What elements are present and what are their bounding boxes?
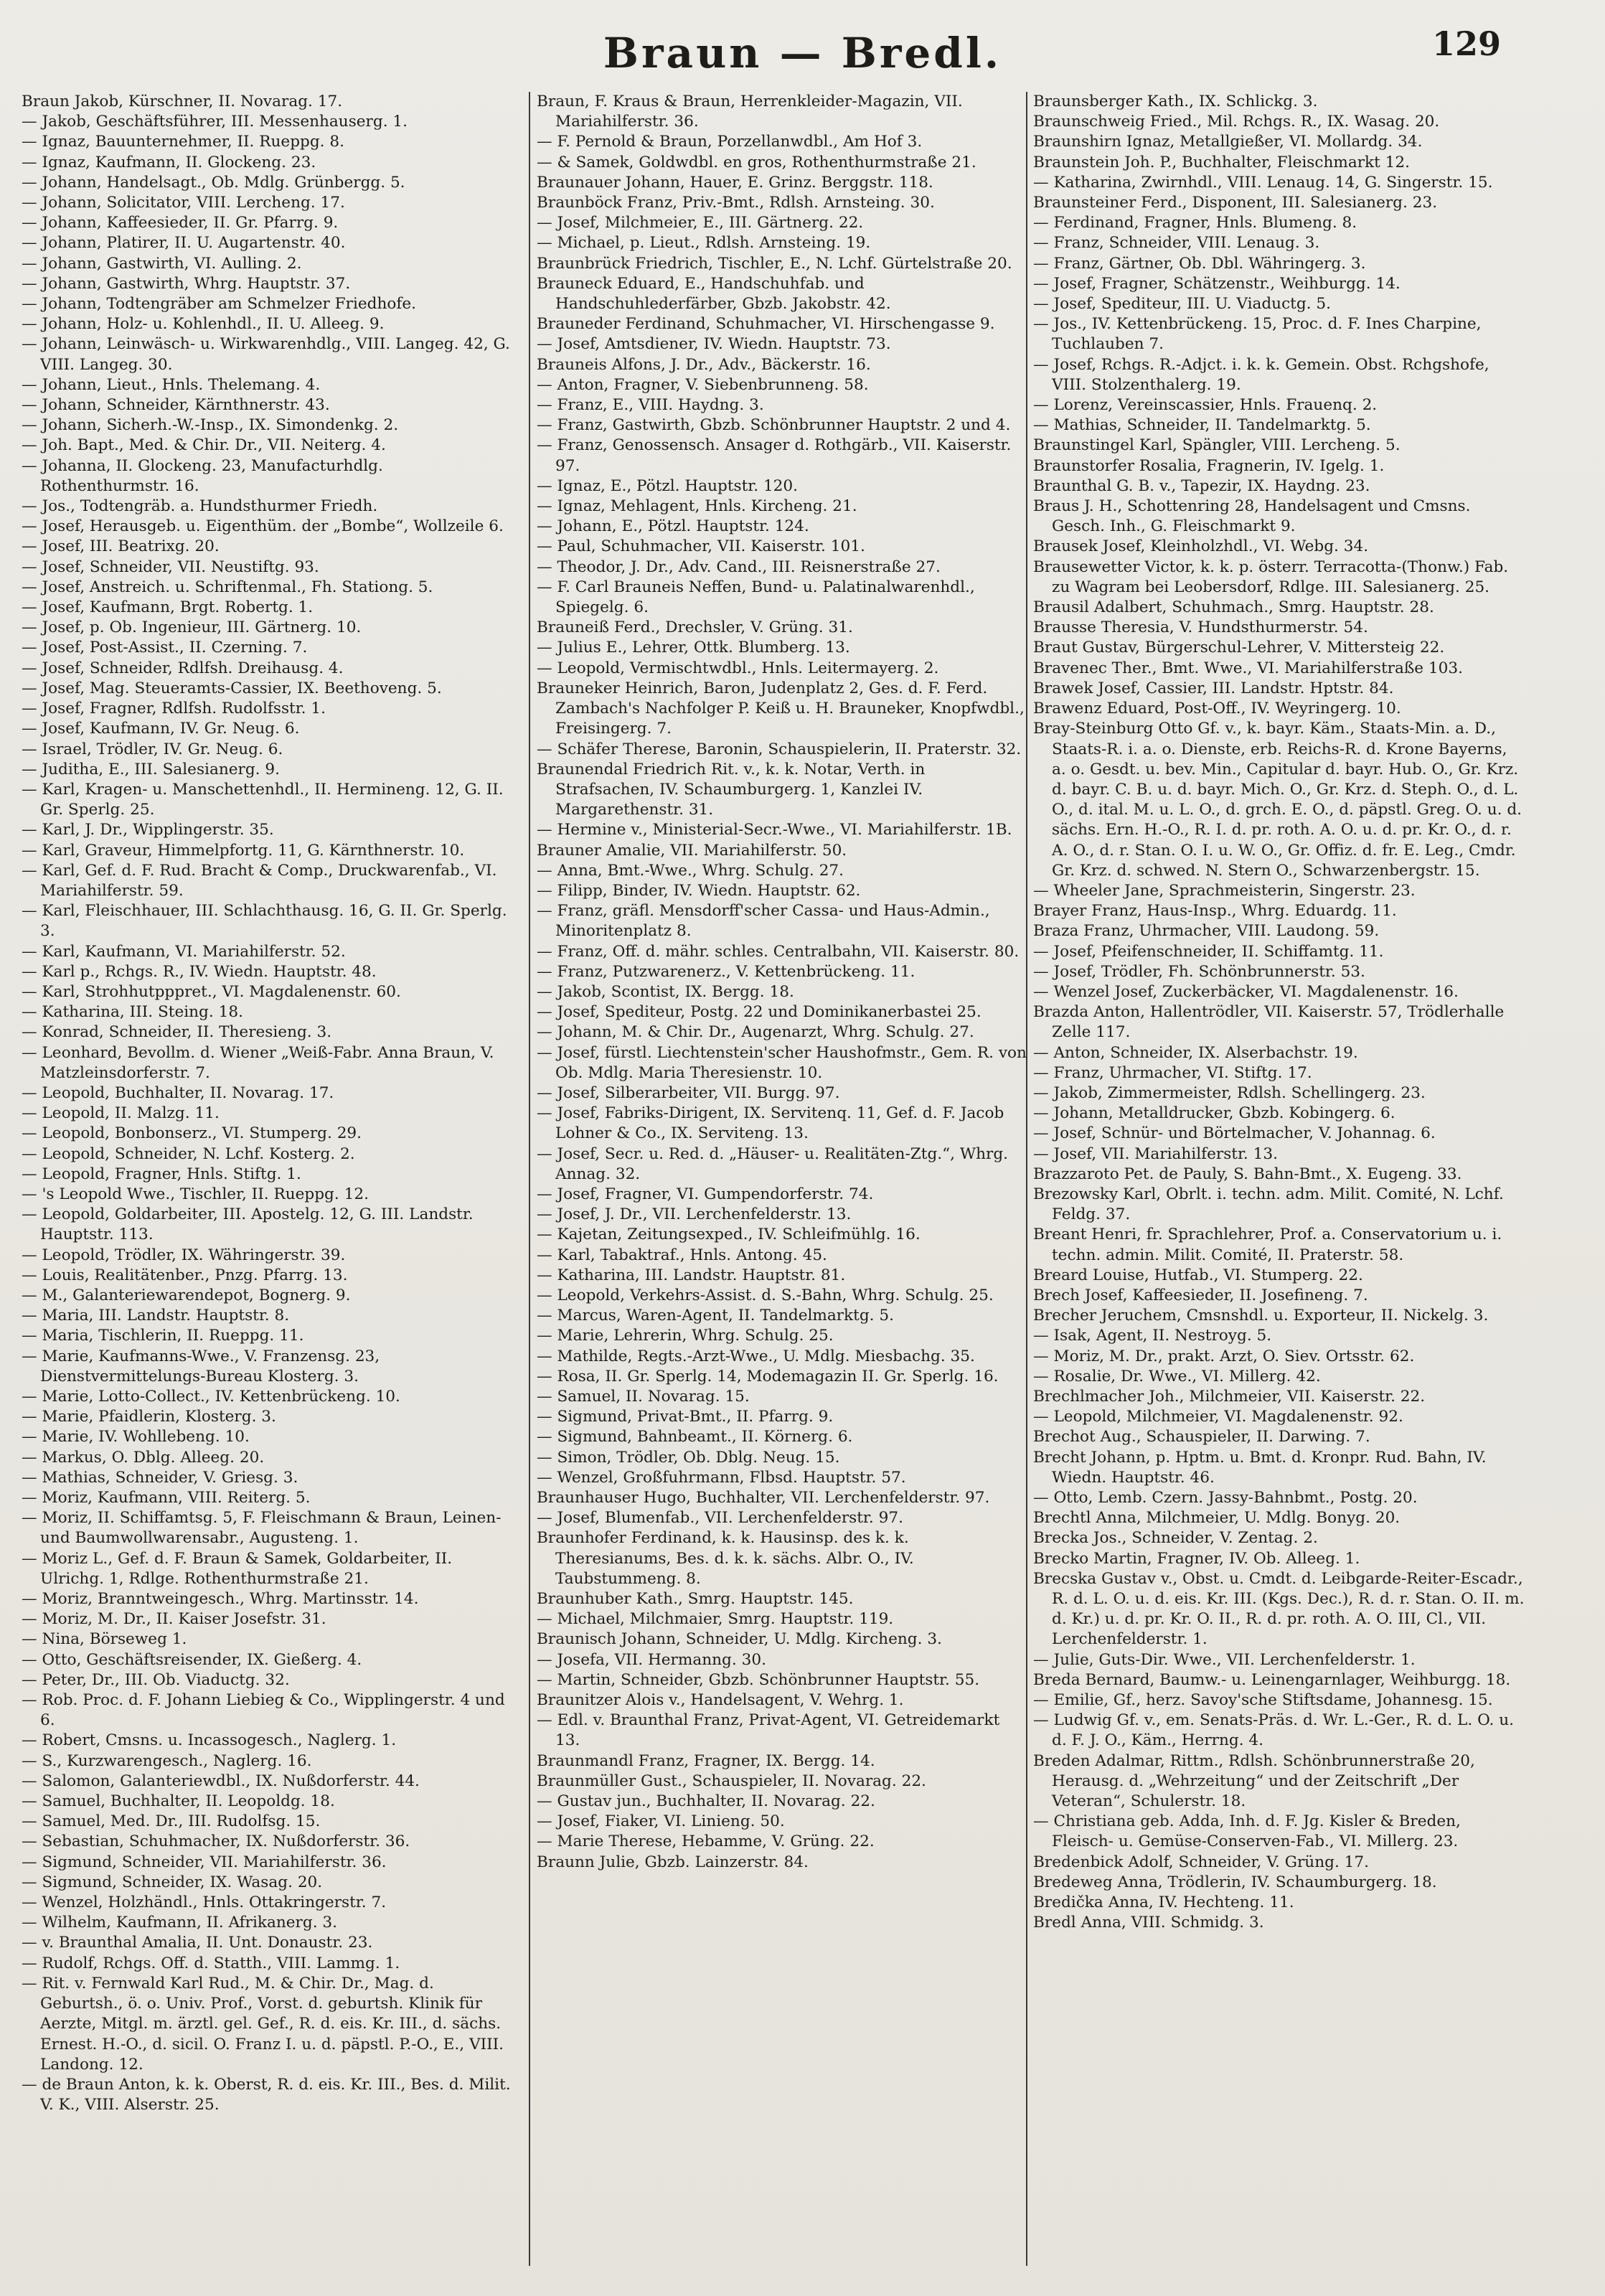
directory-entry: — Johann, Platirer, II. U. Augartenstr. 40. xyxy=(22,234,346,253)
directory-entry: — Franz, Off. d. mähr. schles. Centralbahn, VII. Kaiserstr. 80. xyxy=(537,942,1020,961)
directory-entry: — Jakob, Zimmermeister, Rdlsh. Schellingerg. 23. xyxy=(1033,1083,1426,1102)
directory-column-1 xyxy=(22,92,513,2280)
directory-entry: Brechtl Anna, Milchmeier, U. Mdlg. Bonyg. 20. xyxy=(1033,1509,1401,1528)
directory-entry: — Rit. v. Fernwald Karl Rud., M. & Chir. Dr., Mag. d. Geburtsh., ö. o. Univ. Prof., Vorst. d. geburtsh. Klinik für Aerzte, Mitgl. m. ärztl. gel. Gef., R. d. eis. Kr. III., d. sächs. Ernest. H.-O., d. sicil. O. Franz I. u. d. päpstl. P.-O., E., VIII. Landong. 12. xyxy=(22,1974,504,2074)
directory-entry: Bredička Anna, IV. Hechteng. 11. xyxy=(1033,1893,1294,1912)
directory-entry: — Katharina, III. Landstr. Hauptstr. 81. xyxy=(537,1266,846,1284)
directory-entry: Braunböck Franz, Priv.-Bmt., Rdlsh. Arnsteing. 30. xyxy=(537,194,935,212)
directory-entry: — Franz, Gärtner, Ob. Dbl. Währingerg. 3. xyxy=(1033,254,1366,273)
directory-entry: Braunstingel Karl, Spängler, VIII. Lercheng. 5. xyxy=(1033,436,1401,455)
directory-entry: — Israel, Trödler, IV. Gr. Neug. 6. xyxy=(22,740,283,758)
directory-entry: — Jos., Todtengräb. a. Hundsthurmer Friedh. xyxy=(22,497,378,516)
directory-entry: — Simon, Trödler, Ob. Dblg. Neug. 15. xyxy=(537,1448,840,1467)
directory-entry: Brauner Amalie, VII. Mariahilferstr. 50. xyxy=(537,841,847,860)
directory-entry: Braunmandl Franz, Fragner, IX. Bergg. 14. xyxy=(537,1751,875,1770)
directory-entry: — Julius E., Lehrer, Ottk. Blumberg. 13. xyxy=(537,639,850,657)
directory-entry: Braunendal Friedrich Rit. v., k. k. Notar, Verth. in Strafsachen, IV. Schaumburgerg. 1, Kanzlei IV. Margarethenstr. 31. xyxy=(537,760,926,819)
directory-column-2 xyxy=(537,92,1028,2280)
directory-entry: Bravenec Ther., Bmt. Wwe., VI. Mariahilferstraße 103. xyxy=(1033,659,1463,677)
directory-entry: — Josef, Rchgs. R.-Adjct. i. k. k. Gemein. Obst. Rchgshofe, VIII. Stolzenthalerg. 19. xyxy=(1033,355,1489,394)
directory-entry: — Josef, Amtsdiener, IV. Wiedn. Hauptstr. 73. xyxy=(537,335,891,354)
directory-entry: — Wenzel, Großfuhrmann, Flbsd. Hauptstr. 57. xyxy=(537,1468,906,1487)
directory-entry: Brech Josef, Kaffeesieder, II. Josefineng. 7. xyxy=(1033,1286,1368,1304)
directory-entry: — Josef, Fragner, VI. Gumpendorferstr. 74. xyxy=(537,1185,874,1203)
directory-entry: Braunisch Johann, Schneider, U. Mdlg. Kircheng. 3. xyxy=(537,1630,942,1649)
directory-entry: — Martin, Schneider, Gbzb. Schönbrunner Hauptstr. 55. xyxy=(537,1670,980,1689)
directory-entry: — Samuel, II. Novarag. 15. xyxy=(537,1388,750,1406)
directory-entry: — Moriz, Kaufmann, VIII. Reiterg. 5. xyxy=(22,1489,311,1507)
directory-entry: — Emilie, Gf., herz. Savoy'sche Stiftsdame, Johannesg. 15. xyxy=(1033,1691,1493,1710)
directory-entry: — Rudolf, Rchgs. Off. d. Statth., VIII. Lammg. 1. xyxy=(22,1954,400,1972)
directory-entry: — Leopold, Schneider, N. Lchf. Kosterg. 2. xyxy=(22,1144,355,1163)
directory-entry: — Johann, Handelsagt., Ob. Mdlg. Grünbergg. 5. xyxy=(22,173,405,192)
directory-entry: Braunthal G. B. v., Tapezir, IX. Haydng. 23. xyxy=(1033,476,1370,495)
directory-entry: — Sebastian, Schuhmacher, IX. Nußdorferstr. 36. xyxy=(22,1832,410,1851)
directory-entry: — Johann, E., Pötzl. Hauptstr. 124. xyxy=(537,517,809,536)
directory-entry: — Marie, Pfaidlerin, Klosterg. 3. xyxy=(22,1408,276,1426)
directory-entry: — Josef, Schneider, VII. Neustiftg. 93. xyxy=(22,557,319,576)
directory-entry: — Marcus, Waren-Agent, II. Tandelmarktg. 5. xyxy=(537,1307,894,1325)
directory-entry: — Marie, Lotto-Collect., IV. Kettenbrückeng. 10. xyxy=(22,1388,400,1406)
directory-entry: Braut Gustav, Bürgerschul-Lehrer, V. Mittersteig 22. xyxy=(1033,639,1445,657)
directory-entry: Brechot Aug., Schauspieler, II. Darwing. 7. xyxy=(1033,1428,1370,1446)
directory-entry: — Johann, Lieut., Hnls. Thelemang. 4. xyxy=(22,375,321,394)
directory-entry: — Josef, Silberarbeiter, VII. Burgg. 97. xyxy=(537,1083,840,1102)
directory-entry: — & Samek, Goldwdbl. en gros, Rothenthurmstraße 21. xyxy=(537,153,976,171)
page-number: 129 xyxy=(1431,24,1501,63)
directory-entry: — Michael, Milchmaier, Smrg. Hauptstr. 119. xyxy=(537,1610,894,1629)
directory-entry: Brauneiß Ferd., Drechsler, V. Grüng. 31. xyxy=(537,618,853,637)
directory-entry: — Sigmund, Privat-Bmt., II. Pfarrg. 9. xyxy=(537,1408,834,1426)
directory-entry: — Josef, Spediteur, III. U. Viaductg. 5. xyxy=(1033,295,1332,314)
directory-entry: — Mathias, Schneider, V. Griesg. 3. xyxy=(22,1468,298,1487)
directory-entry: — Johann, Holz- u. Kohlenhdl., II. U. Alleeg. 9. xyxy=(22,315,385,334)
directory-entry: — Louis, Realitätenber., Pnzg. Pfarrg. 13. xyxy=(22,1266,348,1284)
directory-entry: — Leopold, II. Malzg. 11. xyxy=(22,1104,220,1123)
directory-entry: — Josef, Schnür- und Börtelmacher, V. Johannag. 6. xyxy=(1033,1124,1436,1143)
directory-entry: Brazda Anton, Hallentrödler, VII. Kaiserstr. 57, Trödlerhalle Zelle 117. xyxy=(1033,1003,1505,1042)
directory-entry: — Ferdinand, Fragner, Hnls. Blumeng. 8. xyxy=(1033,214,1357,232)
directory-entry: — Josef, III. Beatrixg. 20. xyxy=(22,537,220,556)
directory-entry: — Johann, Gastwirth, Whrg. Hauptstr. 37. xyxy=(22,274,351,293)
directory-entry: — Marie, Kaufmanns-Wwe., V. Franzensg. 23, Dienstvermittelungs-Bureau Klosterg. 3. xyxy=(22,1347,380,1385)
directory-entry: — Jos., IV. Kettenbrückeng. 15, Proc. d. F. Ines Charpine, Tuchlauben 7. xyxy=(1033,315,1482,354)
directory-entry: — Josef, Fragner, Schätzenstr., Weihburgg. 14. xyxy=(1033,274,1401,293)
directory-entry: — Ignaz, E., Pötzl. Hauptstr. 120. xyxy=(537,476,799,495)
directory-entry: Braunhuber Kath., Smrg. Hauptstr. 145. xyxy=(537,1590,854,1609)
directory-entry: — Josef, p. Ob. Ingenieur, III. Gärtnerg. 10. xyxy=(22,618,362,637)
directory-entry: — Ignaz, Kaufmann, II. Glockeng. 23. xyxy=(22,153,316,171)
directory-entry: Braunsteiner Ferd., Disponent, III. Salesianerg. 23. xyxy=(1033,194,1438,212)
directory-entry: Braunstorfer Rosalia, Fragnerin, IV. Igelg. 1. xyxy=(1033,456,1385,475)
directory-entry: Brawek Josef, Cassier, III. Landstr. Hptstr. 84. xyxy=(1033,679,1394,697)
directory-entry: — Kajetan, Zeitungsexped., IV. Schleifmühlg. 16. xyxy=(537,1225,921,1244)
page-title: Braun — Bredl. xyxy=(603,29,1002,77)
directory-entry: Brauneis Alfons, J. Dr., Adv., Bäckerstr. 16. xyxy=(537,355,871,374)
directory-entry: Braunstein Joh. P., Buchhalter, Fleischmarkt 12. xyxy=(1033,153,1411,171)
directory-entry: — Josef, VII. Mariahilferstr. 13. xyxy=(1033,1144,1278,1163)
directory-entry: — Franz, Uhrmacher, VI. Stiftg. 17. xyxy=(1033,1063,1312,1082)
directory-entry: — Josef, Post-Assist., II. Czerning. 7. xyxy=(22,639,308,657)
directory-entry: Braunsberger Kath., IX. Schlickg. 3. xyxy=(1033,93,1318,110)
directory-entry: — Otto, Lemb. Czern. Jassy-Bahnbmt., Postg. 20. xyxy=(1033,1489,1418,1507)
directory-entry: — Lorenz, Vereinscassier, Hnls. Frauenq. 2. xyxy=(1033,396,1378,415)
directory-entry: — Juditha, E., III. Salesianerg. 9. xyxy=(22,760,280,778)
directory-entry: — Maria, III. Landstr. Hauptstr. 8. xyxy=(22,1307,290,1325)
directory-entry: — Michael, p. Lieut., Rdlsh. Arnsteing. 19. xyxy=(537,234,871,253)
directory-entry: Brawenz Eduard, Post-Off., IV. Weyringerg. 10. xyxy=(1033,700,1401,718)
directory-entry: — 's Leopold Wwe., Tischler, II. Rueppg. 12. xyxy=(22,1185,369,1203)
directory-entry: — Gustav jun., Buchhalter, II. Novarag. 22. xyxy=(537,1792,875,1811)
directory-entry: — Jakob, Geschäftsführer, III. Messenhauserg. 1. xyxy=(22,113,408,131)
directory-entry: — Wenzel, Holzhändl., Hnls. Ottakringerstr. 7. xyxy=(22,1893,387,1912)
directory-entry: — Franz, gräfl. Mensdorff'scher Cassa- und Haus-Admin., Minoritenplatz 8. xyxy=(537,902,990,941)
directory-entry: Brecht Johann, p. Hptm. u. Bmt. d. Kronpr. Rud. Bahn, IV. Wiedn. Hauptstr. 46. xyxy=(1033,1448,1487,1487)
directory-entry: Brausil Adalbert, Schuhmach., Smrg. Hauptstr. 28. xyxy=(1033,598,1434,617)
directory-entry: — Katharina, III. Steing. 18. xyxy=(22,1003,243,1022)
directory-entry: — Leonhard, Bevollm. d. Wiener „Weiß-Fabr. Anna Braun, V. Matzleinsdorferstr. 7. xyxy=(22,1043,494,1082)
directory-entry: — Leopold, Buchhalter, II. Novarag. 17. xyxy=(22,1083,334,1102)
directory-entry: Breard Louise, Hutfab., VI. Stumperg. 22. xyxy=(1033,1266,1363,1284)
directory-entry: — Marie, Lehrerin, Whrg. Schulg. 25. xyxy=(537,1327,834,1345)
directory-entry: — Johann, Schneider, Kärnthnerstr. 43. xyxy=(22,396,330,415)
directory-entry: — Konrad, Schneider, II. Theresieng. 3. xyxy=(22,1023,332,1042)
directory-entry: — Joh. Bapt., Med. & Chir. Dr., VII. Neiterg. 4. xyxy=(22,436,386,455)
directory-entry: — Sigmund, Bahnbeamt., II. Körnerg. 6. xyxy=(537,1428,853,1446)
directory-entry: — F. Pernold & Braun, Porzellanwdbl., Am Hof 3. xyxy=(537,133,923,151)
directory-entry: — Schäfer Therese, Baronin, Schauspielerin, II. Praterstr. 32. xyxy=(537,740,1022,758)
directory-entry: — Leopold, Fragner, Hnls. Stiftg. 1. xyxy=(22,1165,301,1183)
directory-entry: — Theodor, J. Dr., Adv. Cand., III. Reisnerstraße 27. xyxy=(537,557,941,576)
directory-entry: Brezowsky Karl, Obrlt. i. techn. adm. Milit. Comité, N. Lchf. Feldg. 37. xyxy=(1033,1185,1504,1224)
directory-entry: — Johann, Leinwäsch- u. Wirkwarenhdlg., VIII. Langeg. 42, G. VIII. Langeg. 30. xyxy=(22,335,510,374)
directory-entry: — Nina, Börseweg 1. xyxy=(22,1630,187,1649)
directory-entry: Brauneker Heinrich, Baron, Judenplatz 2, Ges. d. F. Ferd. Zambach's Nachfolger P. Keiß u. H. Brauneker, Knopfwdbl., Freisingerg. 7. xyxy=(537,679,1025,738)
directory-entry: — Johann, Kaffeesieder, II. Gr. Pfarrg. 9. xyxy=(22,214,339,232)
directory-entry: — Sigmund, Schneider, VII. Mariahilferstr. 36. xyxy=(22,1853,387,1871)
directory-entry: — Josef, Fragner, Rdlfsh. Rudolfsstr. 1. xyxy=(22,700,326,718)
directory-entry: — Wenzel Josef, Zuckerbäcker, VI. Magdalenenstr. 16. xyxy=(1033,982,1459,1001)
directory-entry: Brechlmacher Joh., Milchmeier, VII. Kaiserstr. 22. xyxy=(1033,1388,1426,1406)
directory-entry: — Leopold, Trödler, IX. Währingerstr. 39. xyxy=(22,1246,346,1264)
directory-entry: — Mathias, Schneider, II. Tandelmarktg. 5. xyxy=(1033,416,1371,435)
directory-entry: — Wilhelm, Kaufmann, II. Afrikanerg. 3. xyxy=(22,1914,338,1932)
directory-entry: Breda Bernard, Baumw.- u. Leinengarnlager, Weihburgg. 18. xyxy=(1033,1670,1511,1689)
directory-entry: Braunitzer Alois v., Handelsagent, V. Wehrg. 1. xyxy=(537,1691,904,1710)
directory-entry: Braunbrück Friedrich, Tischler, E., N. Lchf. Gürtelstraße 20. xyxy=(537,254,1012,273)
directory-entry: — Franz, Gastwirth, Gbzb. Schönbrunner Hauptstr. 2 und 4. xyxy=(537,416,1011,435)
directory-entry: — Josef, Schneider, Rdlfsh. Dreihausg. 4. xyxy=(22,659,344,677)
directory-entry: Braza Franz, Uhrmacher, VIII. Laudong. 59. xyxy=(1033,922,1380,941)
directory-entry: Brausek Josef, Kleinholzhdl., VI. Webg. 34. xyxy=(1033,537,1369,556)
directory-entry: — Franz, Schneider, VIII. Lenaug. 3. xyxy=(1033,234,1320,253)
directory-entry: — Peter, Dr., III. Ob. Viaductg. 32. xyxy=(22,1670,290,1689)
directory-entry: Breden Adalmar, Rittm., Rdlsh. Schönbrunnerstraße 20, Herausg. d. „Wehrzeitung“ und der Zeitschrift „Der Veteran“, Schulerstr. 18. xyxy=(1033,1751,1475,1811)
directory-entry: — Josef, Pfeifenschneider, II. Schiffamtg. 11. xyxy=(1033,942,1384,961)
directory-entry: Braunmüller Gust., Schauspieler, II. Novarag. 22. xyxy=(537,1772,926,1790)
directory-entry: — Johann, Sicherh.-W.-Insp., IX. Simondenkg. 2. xyxy=(22,416,399,435)
directory-entry: — Isak, Agent, II. Nestroyg. 5. xyxy=(1033,1327,1272,1345)
directory-entry: — Anton, Schneider, IX. Alserbachstr. 19. xyxy=(1033,1043,1358,1062)
directory-entry: Bray-Steinburg Otto Gf. v., k. bayr. Käm., Staats-Min. a. D., Staats-R. i. a. o. Dienste, erb. Reichs-R. d. Krone Bayerns, a. o. Gesdt. u. bev. Min., Capitular d. bayr. Hub. O., Gr. Krz. d. bayr. C. B. u. d. bayr. Mich. O., Gr. Krz. d. Steph. O., d. L. O., d. ital. M. u. L. O., d. grch. E. O., d. päpstl. Greg. O. u. d. sächs. Ern. H.-O., R. I. d. pr. roth. A. O. u. d. pr. Kr. O., d. r. A. O., d. r. Stan. O. I. u. W. O., Gr. Offiz. d. fr. E. Leg., Cmdr. Gr. Krz. d. schwed. N. Stern O., Schwarzenbergstr. 15. xyxy=(1033,720,1522,880)
directory-entry: — Josef, fürstl. Liechtenstein'scher Haushofmstr., Gem. R. von Ob. Mdlg. Maria Theresienstr. 10. xyxy=(537,1043,1027,1082)
directory-entry: Braun Jakob, Kürschner, II. Novarag. 17. xyxy=(22,93,343,110)
directory-entry: Braun, F. Kraus & Braun, Herrenkleider-Magazin, VII. Mariahilferstr. 36. xyxy=(537,93,963,131)
directory-entry: — Robert, Cmsns. u. Incassogesch., Naglerg. 1. xyxy=(22,1731,397,1750)
directory-entry: Bredenbick Adolf, Schneider, V. Grüng. 17. xyxy=(1033,1853,1370,1871)
directory-entry: — Josef, Blumenfab., VII. Lerchenfelderstr. 97. xyxy=(537,1509,903,1528)
directory-entry: — Karl, Tabaktraf., Hnls. Antong. 45. xyxy=(537,1246,827,1264)
directory-entry: — Rosa, II. Gr. Sperlg. 14, Modemagazin II. Gr. Sperlg. 16. xyxy=(537,1367,999,1385)
directory-entry: — Edl. v. Braunthal Franz, Privat-Agent, VI. Getreidemarkt 13. xyxy=(537,1711,1000,1750)
directory-entry: Brayer Franz, Haus-Insp., Whrg. Eduardg. 11. xyxy=(1033,902,1397,921)
directory-entry: Brausse Theresia, V. Hundsthurmerstr. 54. xyxy=(1033,618,1368,637)
directory-entry: — Leopold, Bonbonserz., VI. Stumperg. 29. xyxy=(22,1124,362,1143)
directory-entry: — Moriz, Branntweingesch., Whrg. Martinsstr. 14. xyxy=(22,1590,419,1609)
directory-entry: Braunhofer Ferdinand, k. k. Hausinsp. des k. k. Theresianums, Bes. d. k. k. sächs. Albr. O., IV. Taubstummeng. 8. xyxy=(537,1529,914,1588)
directory-column-3 xyxy=(1033,92,1525,2280)
directory-entry: — Karl, J. Dr., Wipplingerstr. 35. xyxy=(22,821,274,839)
directory-entry: — Karl, Graveur, Himmelpfortg. 11, G. Kärnthnerstr. 10. xyxy=(22,841,465,860)
directory-entry: — Johann, Metalldrucker, Gbzb. Kobingerg. 6. xyxy=(1033,1104,1395,1123)
directory-entry: — Katharina, Zwirnhdl., VIII. Lenaug. 14, G. Singerstr. 15. xyxy=(1033,173,1493,192)
directory-entry: — Josef, Kaufmann, IV. Gr. Neug. 6. xyxy=(22,720,300,738)
directory-entry: — Moriz, M. Dr., II. Kaiser Josefstr. 31. xyxy=(22,1610,326,1629)
directory-entry: — F. Carl Brauneis Neffen, Bund- u. Palatinalwarenhdl., Spiegelg. 6. xyxy=(537,578,975,617)
directory-entry: Braunn Julie, Gbzb. Lainzerstr. 84. xyxy=(537,1853,809,1871)
directory-entry: — Josef, Anstreich. u. Schriftenmal., Fh. Stationg. 5. xyxy=(22,578,433,596)
directory-entry: — Ignaz, Mehlagent, Hnls. Kircheng. 21. xyxy=(537,497,857,516)
directory-entry: — Karl, Fleischhauer, III. Schlachthausg. 16, G. II. Gr. Sperlg. 3. xyxy=(22,902,507,941)
directory-entry: — Josef, Herausgeb. u. Eigenthüm. der „Bombe“, Wollzeile 6. xyxy=(22,517,504,536)
directory-entry: — Leopold, Verkehrs-Assist. d. S.-Bahn, Whrg. Schulg. 25. xyxy=(537,1286,994,1304)
directory-entry: — Ludwig Gf. v., em. Senats-Präs. d. Wr. L.-Ger., R. d. L. O. u. d. F. J. O., Käm., Herrng. 4. xyxy=(1033,1711,1515,1750)
directory-entry: Brecher Jeruchem, Cmsnshdl. u. Exporteur, II. Nickelg. 3. xyxy=(1033,1307,1489,1325)
directory-entry: — Karl, Gef. d. F. Rud. Bracht & Comp., Druckwarenfab., VI. Mariahilferstr. 59. xyxy=(22,861,497,900)
directory-entry: — Filipp, Binder, IV. Wiedn. Hauptstr. 62. xyxy=(537,881,861,900)
directory-entry: Brecko Martin, Fragner, IV. Ob. Alleeg. 1. xyxy=(1033,1549,1360,1568)
directory-entry: Breant Henri, fr. Sprachlehrer, Prof. a. Conservatorium u. i. techn. admin. Milit. Comité, II. Praterstr. 58. xyxy=(1033,1225,1502,1264)
directory-entry: Bredeweg Anna, Trödlerin, IV. Schaumburgerg. 18. xyxy=(1033,1873,1437,1891)
directory-entry: — Johanna, II. Glockeng. 23, Manufacturhdlg. Rothenthurmstr. 16. xyxy=(22,456,383,495)
directory-entry: — Josef, Fiaker, VI. Linieng. 50. xyxy=(537,1812,785,1831)
directory-entry: — Josef, Kaufmann, Brgt. Robertg. 1. xyxy=(22,598,314,617)
directory-entry: — M., Galanteriewarendepot, Bognerg. 9. xyxy=(22,1286,351,1304)
directory-entry: — Mathilde, Regts.-Arzt-Wwe., U. Mdlg. Miesbachg. 35. xyxy=(537,1347,975,1365)
directory-entry: — Josef, Milchmeier, E., III. Gärtnerg. 22. xyxy=(537,214,864,232)
directory-entry: — Christiana geb. Adda, Inh. d. F. Jg. Kisler & Breden, Fleisch- u. Gemüse-Conserven-Fab., VI. Millerg. 23. xyxy=(1033,1812,1461,1851)
directory-entry: — Moriz, II. Schiffamtsg. 5, F. Fleischmann & Braun, Leinen- und Baumwollwarensabr., Augusteng. 1. xyxy=(22,1509,502,1548)
directory-entry: — Jakob, Scontist, IX. Bergg. 18. xyxy=(537,982,794,1001)
directory-entry: — S., Kurzwarengesch., Naglerg. 16. xyxy=(22,1751,312,1770)
directory-entry: — Leopold, Vermischtwdbl., Hnls. Leitermayerg. 2. xyxy=(537,659,939,677)
directory-entry: — Johann, Gastwirth, VI. Aulling. 2. xyxy=(22,254,302,273)
directory-entry: — Josefa, VII. Hermanng. 30. xyxy=(537,1650,766,1669)
directory-entry: Brecka Jos., Schneider, V. Zentag. 2. xyxy=(1033,1529,1318,1548)
directory-entry: Braus J. H., Schottenring 28, Handelsagent und Cmsns. Gesch. Inh., G. Fleischmarkt 9. xyxy=(1033,497,1471,536)
directory-entry: — Moriz, M. Dr., prakt. Arzt, O. Siev. Ortsstr. 62. xyxy=(1033,1347,1415,1365)
directory-entry: Brauneder Ferdinand, Schuhmacher, VI. Hirschengasse 9. xyxy=(537,315,995,334)
directory-entry: — Samuel, Med. Dr., III. Rudolfsg. 15. xyxy=(22,1812,321,1831)
directory-entry: — Josef, Secr. u. Red. d. „Häuser- u. Realitäten-Ztg.“, Whrg. Annag. 32. xyxy=(537,1144,1009,1183)
directory-entry: Braunschweig Fried., Mil. Rchgs. R., IX. Wasag. 20. xyxy=(1033,113,1440,131)
directory-entry: Brausewetter Victor, k. k. p. österr. Terracotta-(Thonw.) Fab. zu Wagram bei Leobersdorf, Rdlge. III. Salesianerg. 25. xyxy=(1033,557,1509,596)
directory-entry: — Moriz L., Gef. d. F. Braun & Samek, Goldarbeiter, II. Ulrichg. 1, Rdlge. Rothenthurmstraße 21. xyxy=(22,1549,453,1588)
directory-entry: — Josef, Mag. Steueramts-Cassier, IX. Beethoveng. 5. xyxy=(22,679,442,697)
directory-columns xyxy=(22,92,1586,2280)
directory-entry: — Salomon, Galanteriewdbl., IX. Nußdorferstr. 44. xyxy=(22,1772,420,1790)
directory-entry: — Otto, Geschäftsreisender, IX. Gießerg. 4. xyxy=(22,1650,362,1669)
directory-entry: — Sigmund, Schneider, IX. Wasag. 20. xyxy=(22,1873,323,1891)
directory-entry: Brecska Gustav v., Obst. u. Cmdt. d. Leibgarde-Reiter-Escadr., R. d. L. O. u. d. eis. Kr. III. (Kgs. Dec.), R. d. r. Stan. O. II. m. d. Kr.) u. d. pr. Kr. O. II., R. d. pr. roth. A. O. III, Cl., VII. Lerchenfelderstr. 1. xyxy=(1033,1569,1525,1649)
directory-entry: — Josef, Spediteur, Postg. 22 und Dominikanerbastei 25. xyxy=(537,1003,982,1022)
directory-entry: — Josef, J. Dr., VII. Lerchenfelderstr. 13. xyxy=(537,1205,852,1224)
directory-entry: — Karl, Strohhutpppret., VI. Magdalenenstr. 60. xyxy=(22,982,401,1001)
directory-entry: — Rob. Proc. d. F. Johann Liebieg & Co., Wipplingerstr. 4 und 6. xyxy=(22,1691,505,1730)
directory-entry: — Samuel, Buchhalter, II. Leopoldg. 18. xyxy=(22,1792,335,1811)
directory-entry: — Anton, Fragner, V. Siebenbrunneng. 58. xyxy=(537,375,869,394)
directory-entry: Brauneck Eduard, E., Handschuhfab. und Handschuhlederfärber, Gbzb. Jakobstr. 42. xyxy=(537,274,891,314)
directory-entry: — Julie, Guts-Dir. Wwe., VII. Lerchenfelderstr. 1. xyxy=(1033,1650,1416,1669)
directory-entry: — Karl, Kragen- u. Manschettenhdl., II. Hermineng. 12, G. II. Gr. Sperlg. 25. xyxy=(22,780,504,819)
directory-entry: — Markus, O. Dblg. Alleeg. 20. xyxy=(22,1448,265,1467)
directory-entry: — Franz, Putzwarenerz., V. Kettenbrückeng. 11. xyxy=(537,962,916,981)
directory-entry: — Franz, E., VIII. Haydng. 3. xyxy=(537,396,764,415)
directory-entry: — Marie, IV. Wohllebeng. 10. xyxy=(22,1428,250,1446)
directory-entry: Brazzaroto Pet. de Pauly, S. Bahn-Bmt., X. Eugeng. 33. xyxy=(1033,1165,1462,1183)
directory-entry: — Franz, Genossensch. Ansager d. Rothgärb., VII. Kaiserstr. 97. xyxy=(537,436,1012,475)
directory-entry: — Wheeler Jane, Sprachmeisterin, Singerstr. 23. xyxy=(1033,881,1416,900)
directory-entry: — Marie Therese, Hebamme, V. Grüng. 22. xyxy=(537,1832,875,1851)
directory-entry: — Leopold, Milchmeier, VI. Magdalenenstr. 92. xyxy=(1033,1408,1403,1426)
directory-entry: — Rosalie, Dr. Wwe., VI. Millerg. 42. xyxy=(1033,1367,1321,1385)
directory-entry: Bredl Anna, VIII. Schmidg. 3. xyxy=(1033,1914,1264,1932)
directory-entry: — Leopold, Goldarbeiter, III. Apostelg. 12, G. III. Landstr. Hauptstr. 113. xyxy=(22,1205,474,1244)
directory-entry: — Karl, Kaufmann, VI. Mariahilferstr. 52. xyxy=(22,942,346,961)
directory-entry: — Anna, Bmt.-Wwe., Whrg. Schulg. 27. xyxy=(537,861,844,880)
directory-entry: — Johann, Todtengräber am Schmelzer Friedhofe. xyxy=(22,295,417,314)
directory-entry: — Karl p., Rchgs. R., IV. Wiedn. Hauptstr. 48. xyxy=(22,962,377,981)
directory-entry: — Ignaz, Bauunternehmer, II. Rueppg. 8. xyxy=(22,133,344,151)
directory-entry: — Josef, Trödler, Fh. Schönbrunnerstr. 53. xyxy=(1033,962,1365,981)
directory-entry: — Josef, Fabriks-Dirigent, IX. Servitenq. 11, Gef. d. F. Jacob Lohner & Co., IX. Serviteng. 13. xyxy=(537,1104,1004,1143)
directory-entry: Braunshirn Ignaz, Metallgießer, VI. Mollardg. 34. xyxy=(1033,133,1423,151)
directory-entry: — de Braun Anton, k. k. Oberst, R. d. eis. Kr. III., Bes. d. Milit. V. K., VIII. Alserstr. 25. xyxy=(22,2075,511,2114)
directory-entry: — Maria, Tischlerin, II. Rueppg. 11. xyxy=(22,1327,304,1345)
directory-entry: Braunauer Johann, Hauer, E. Grinz. Berggstr. 118. xyxy=(537,173,933,192)
directory-entry: — Johann, M. & Chir. Dr., Augenarzt, Whrg. Schulg. 27. xyxy=(537,1023,974,1042)
directory-entry: — v. Braunthal Amalia, II. Unt. Donaustr. 23. xyxy=(22,1934,373,1952)
directory-entry: — Paul, Schuhmacher, VII. Kaiserstr. 101. xyxy=(537,537,865,556)
directory-entry: Braunhauser Hugo, Buchhalter, VII. Lerchenfelderstr. 97. xyxy=(537,1489,990,1507)
directory-entry: — Hermine v., Ministerial-Secr.-Wwe., VI. Mariahilferstr. 1B. xyxy=(537,821,1012,839)
directory-entry: — Johann, Solicitator, VIII. Lercheng. 17. xyxy=(22,194,345,212)
